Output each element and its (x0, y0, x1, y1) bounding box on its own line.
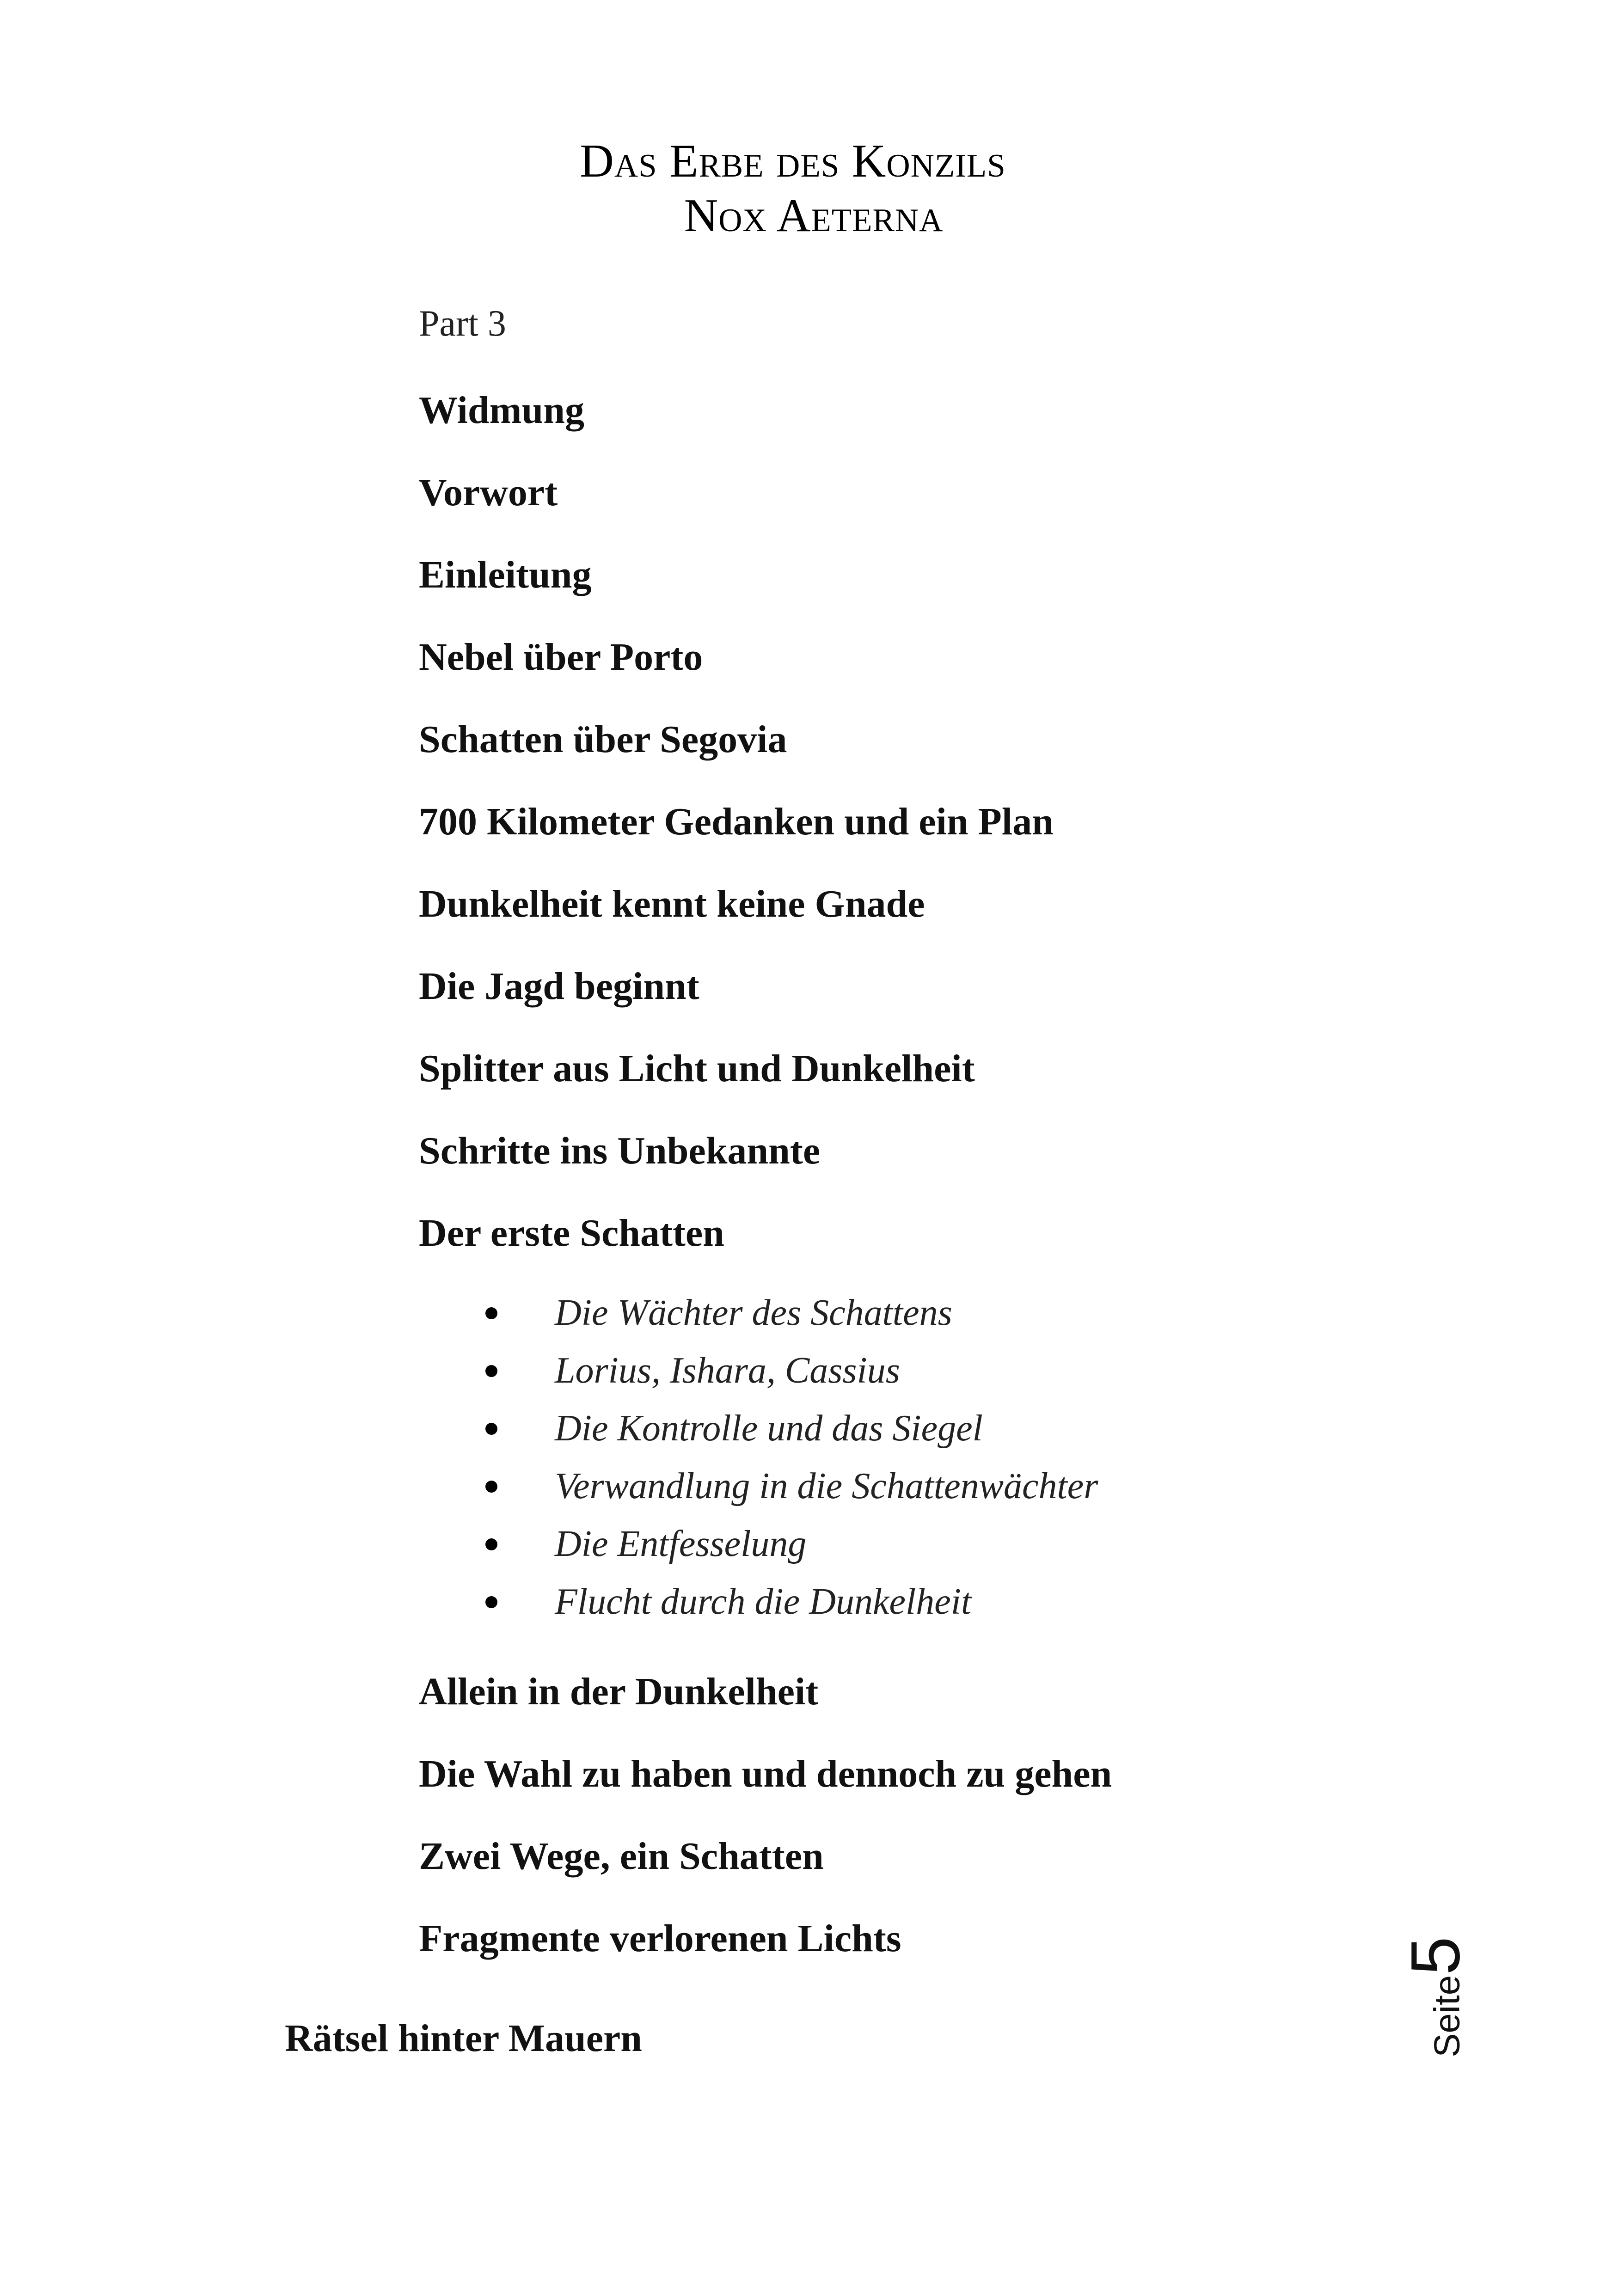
toc-entry-einleitung: Einleitung (419, 553, 592, 596)
toc-entry-vorwort: Vorwort (419, 471, 558, 514)
toc-entry-raetsel: Rätsel hinter Mauern (285, 2017, 643, 2060)
page-number-label: Seite (1426, 1975, 1467, 2057)
bullet-icon (485, 1538, 497, 1550)
toc-entry-700-kilometer: 700 Kilometer Gedanken und ein Plan (419, 800, 1054, 843)
toc-entry-nebel-ueber-porto: Nebel über Porto (419, 636, 703, 679)
toc-entry-fragmente: Fragmente verlorenen Lichts (419, 1917, 901, 1960)
bullet-icon (485, 1365, 497, 1377)
page-number-value: 5 (1396, 1936, 1474, 1975)
toc-entry-splitter: Splitter aus Licht und Dunkelheit (419, 1047, 975, 1090)
sub-entry-label: Verwandlung in die Schattenwächter (555, 1466, 1098, 1506)
sub-entry-label: Die Entfesselung (555, 1524, 807, 1564)
sub-entry-label: Flucht durch die Dunkelheit (555, 1581, 972, 1622)
bullet-icon (485, 1423, 497, 1435)
toc-entry-schatten-ueber-segovia: Schatten über Segovia (419, 718, 787, 761)
bullet-icon (485, 1596, 497, 1608)
document-title (0, 134, 1618, 243)
toc-entry-allein: Allein in der Dunkelheit (419, 1670, 819, 1713)
page-number (1387, 1918, 1484, 2076)
title-line-1: Das Erbe des Konzils (580, 135, 1006, 187)
toc-entry-wahl: Die Wahl zu haben und dennoch zu gehen (419, 1752, 1112, 1795)
bullet-icon (485, 1307, 497, 1319)
toc-entry-erste-schatten: Der erste Schatten (419, 1212, 724, 1255)
toc-entry-widmung: Widmung (419, 389, 584, 432)
toc-entry-jagd-beginnt: Die Jagd beginnt (419, 965, 699, 1008)
sub-entry-label: Lorius, Ishara, Cassius (555, 1350, 900, 1391)
bullet-icon (485, 1481, 497, 1493)
toc-entry-dunkelheit-gnade: Dunkelheit kennt keine Gnade (419, 882, 925, 925)
sub-entry-label: Die Kontrolle und das Siegel (555, 1408, 983, 1449)
toc-entry-schritte: Schritte ins Unbekannte (419, 1129, 821, 1172)
toc-entry-zwei-wege: Zwei Wege, ein Schatten (419, 1835, 824, 1878)
title-line-2: Nox Aeterna (684, 190, 944, 242)
part-label: Part 3 (419, 303, 506, 344)
sub-entry-label: Die Wächter des Schattens (555, 1292, 952, 1333)
